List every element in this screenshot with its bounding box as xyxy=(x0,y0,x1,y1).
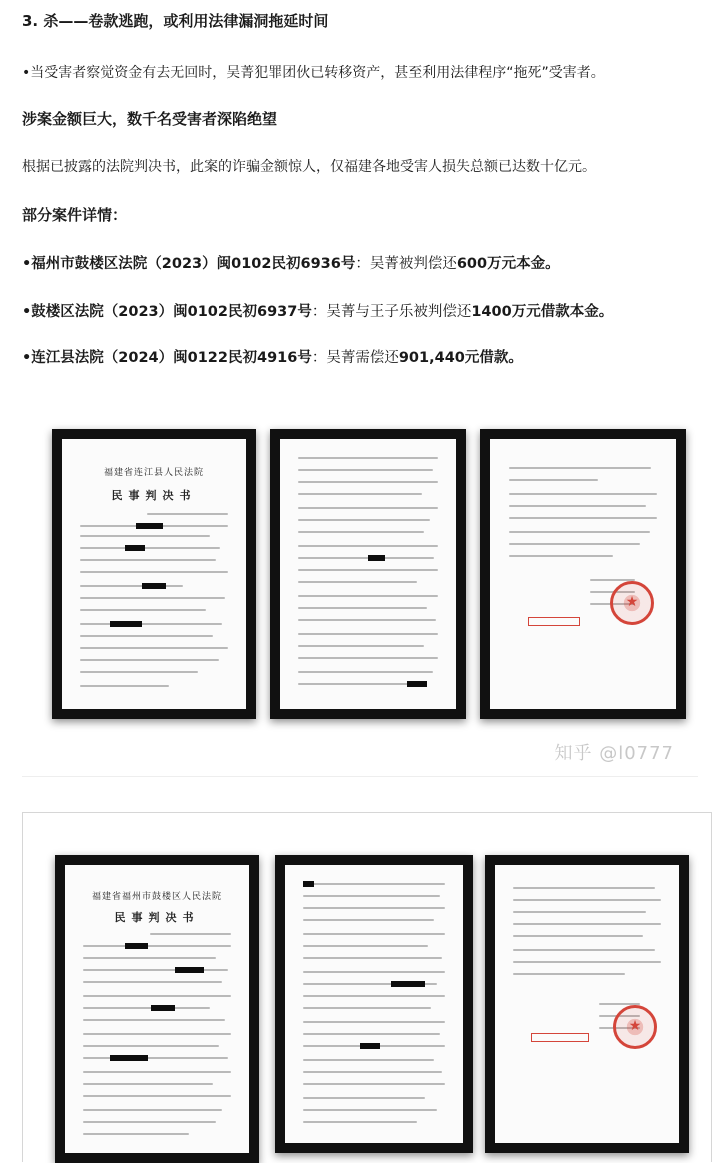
case-court: •连江县法院（2024）闽0122民初4916号 xyxy=(22,350,312,366)
document-type: 民事判决书 xyxy=(111,489,197,502)
verdict-page-1 xyxy=(65,865,249,1153)
court-name: 福建省连江县人民法院 xyxy=(103,468,204,478)
court-seal-icon xyxy=(610,581,654,625)
verdict-photo-1 xyxy=(22,403,698,775)
case-amount: 600万元本金。 xyxy=(456,256,560,272)
document-frame xyxy=(275,855,473,1153)
document-frame xyxy=(52,429,256,719)
case-item xyxy=(22,346,523,367)
stamp-box xyxy=(528,617,580,626)
court-seal-icon xyxy=(613,1005,657,1049)
case-text: ：吴菁与王子乐被判偿还 xyxy=(311,304,472,320)
case-amount: 901,440元借款。 xyxy=(398,350,523,366)
case-text: ：吴菁被判偿还 xyxy=(355,256,457,272)
watermark: 知乎 @l0777 xyxy=(554,743,674,764)
subheading-amount: 涉案金额巨大，数千名受害者深陷绝望 xyxy=(22,110,278,128)
bullet-paragraph: •当受害者察觉资金有去无回时，吴菁犯罪团伙已转移资产，甚至利用法律程序“拖死”受害者。 xyxy=(22,65,605,81)
section-heading: 3. 杀——卷款逃跑，或利用法律漏洞拖延时间 xyxy=(22,12,329,30)
document-frame xyxy=(270,429,466,719)
verdict-page-3 xyxy=(495,865,679,1143)
document-frame xyxy=(480,429,686,719)
document-type: 民事判决书 xyxy=(114,911,200,924)
verdict-page-1 xyxy=(62,439,246,709)
case-item xyxy=(22,252,560,273)
subheading-cases: 部分案件详情： xyxy=(22,206,128,224)
document-frame xyxy=(485,855,689,1153)
case-court: •鼓楼区法院（2023）闽0102民初6937号 xyxy=(22,304,312,320)
case-text: ：吴菁需偿还 xyxy=(311,350,399,366)
court-name: 福建省福州市鼓楼区人民法院 xyxy=(91,892,222,902)
divider xyxy=(22,776,698,777)
case-court: •福州市鼓楼区法院（2023）闽0102民初6936号 xyxy=(22,256,356,272)
paragraph-verdicts: 根据已披露的法院判决书，此案的诈骗金额惊人，仅福建各地受害人损失总额已达数十亿元。 xyxy=(22,159,596,175)
verdict-page-2 xyxy=(280,439,456,709)
case-item xyxy=(22,300,613,321)
stamp-box xyxy=(531,1033,589,1042)
verdict-photo-2 xyxy=(22,812,712,1162)
document-frame xyxy=(55,855,259,1163)
case-amount: 1400万元借款本金。 xyxy=(471,304,614,320)
verdict-page-3 xyxy=(490,439,676,709)
verdict-page-2 xyxy=(285,865,463,1143)
